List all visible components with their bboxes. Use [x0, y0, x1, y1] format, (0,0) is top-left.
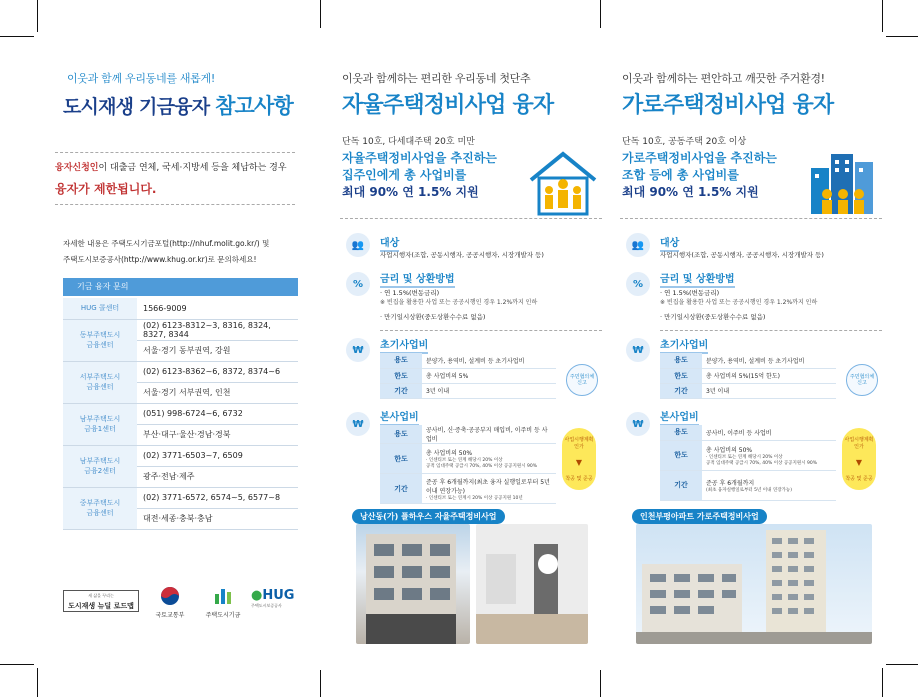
- table-row: [380, 474, 556, 504]
- center-label: 서부주택도시 금융센터: [63, 361, 137, 403]
- row-note: (최초 융자실행일로부터 5년 이내 연장가능): [706, 487, 792, 493]
- panel-reference: [55, 0, 295, 697]
- row-key: 기간: [380, 383, 422, 398]
- lead-line-3: 최대 90% 연 1.5% 지원: [342, 185, 479, 199]
- p1-title-b: 참고사항: [215, 94, 294, 118]
- main-badge-bottom: 착공 및 준공: [845, 476, 873, 482]
- center-area: 광주·전남·제주: [137, 466, 298, 487]
- section-rate: 금리 및 상환방법: [380, 270, 455, 288]
- table-row: [380, 383, 556, 398]
- row-key: 한도: [380, 368, 422, 383]
- table-row: [660, 470, 836, 500]
- row-note: · 인센티브 또는 연계 해당시 20% 이상: [426, 458, 503, 463]
- row-value: 분양가, 용역비, 설계비 등 초기사업비: [702, 353, 836, 368]
- section-target: 대상: [380, 234, 399, 252]
- row-key: 기간: [380, 474, 422, 504]
- rate-line-3: · 만기일시상환(중도상환수수료 없음): [660, 313, 766, 321]
- center-label: 남부주택도시 금융2센터: [63, 445, 137, 487]
- row-key: 용도: [660, 353, 702, 368]
- row-key: 한도: [660, 440, 702, 470]
- main-badge-bottom: 착공 및 준공: [565, 476, 593, 482]
- panel-street-housing: [620, 0, 882, 697]
- row-value: 3년 이내: [422, 383, 556, 398]
- molit-logo-text: 국토교통부: [155, 612, 185, 619]
- coin-icon-2: ₩: [626, 412, 650, 436]
- table-row: [63, 319, 298, 340]
- loan-contact-table: [63, 298, 298, 530]
- row-value: 분양가, 용역비, 설계비 등 초기사업비: [422, 353, 556, 368]
- p1-tagline: 이웃과 함께 우리동네를 새롭게!: [67, 72, 215, 85]
- house-illustration-icon: [525, 150, 601, 220]
- condition: 단독 10호, 공동주택 20호 이상: [622, 137, 747, 147]
- hug-logo-sub: 주택도시보증공사: [251, 603, 282, 608]
- lead-line-1: 가로주택정비사업을 추진하는: [622, 151, 777, 165]
- roadmap-logo-top: 새 삶을 꾸리는: [88, 593, 114, 598]
- table-row: [63, 487, 298, 508]
- table-row: [63, 403, 298, 424]
- interior-photo: [476, 524, 588, 644]
- row-value-text: 준공 후 6개월까지: [706, 479, 755, 487]
- table-row: [660, 353, 836, 368]
- tagline: 이웃과 함께하는 편안하고 깨끗한 주거환경!: [622, 72, 825, 85]
- row-value-text: 총 사업비의 50%: [706, 446, 753, 454]
- target-text: 사업시행자(조합, 공동시행자, 공공시행자, 시장개발자 등): [380, 251, 544, 259]
- rate-line-1: · 연 1.5%(변동금리): [660, 289, 720, 297]
- hug-logo: [251, 588, 295, 609]
- section-main: 본사업비: [380, 408, 419, 426]
- row-value-text: 총 사업비의 50%: [426, 450, 473, 457]
- percent-icon: %: [346, 272, 370, 296]
- people-icon: 👥: [626, 233, 650, 257]
- row-value-text: 공사비, 이주비 등 사업비: [706, 429, 772, 437]
- main-badge-top: 사업시행계획 인가: [844, 437, 874, 450]
- row-value-text: 공사비, 신·증축·공공부지 매입비, 이주비 등 사업비: [426, 427, 548, 443]
- row-value: [702, 425, 836, 440]
- table-row: [63, 298, 298, 319]
- table-row: [660, 440, 836, 470]
- section-main: 본사업비: [660, 408, 699, 426]
- arrow-down-icon: ▼: [575, 458, 583, 467]
- fund-logo: [200, 586, 246, 619]
- p1-contact-1: 자세한 내용은 주택도시기금포털(http://nhuf.molit.go.kr/) 및: [63, 239, 270, 248]
- section-target: 대상: [660, 234, 679, 252]
- row-value: [422, 474, 556, 504]
- center-label: 남부주택도시 금융1센터: [63, 403, 137, 445]
- table-row: [380, 444, 556, 474]
- roadmap-logo: [63, 590, 139, 612]
- panel-self-housing: [340, 0, 602, 697]
- row-note: 공적 임대주택 공급시 70%, 40% 이상 공공지원시 90%: [426, 464, 537, 469]
- main-badge: [842, 428, 876, 490]
- center-phone: (02) 6123-8312~3, 8316, 8324, 8327, 8344: [137, 319, 298, 340]
- lead-line-1: 자율주택정비사업을 추진하는: [342, 151, 497, 165]
- row-key: 용도: [380, 425, 422, 444]
- tagline: 이웃과 함께하는 편리한 우리동네 첫단추: [342, 72, 531, 85]
- center-label: 중부주택도시 금융센터: [63, 487, 137, 529]
- molit-emblem-icon: [160, 586, 180, 606]
- row-key: 한도: [660, 368, 702, 383]
- apartment-photo: [636, 524, 872, 644]
- coin-icon-2: ₩: [346, 412, 370, 436]
- p1-contact-2: 주택도시보증공사(http://www.khug.or.kr)로 문의하세요!: [63, 255, 257, 264]
- fund-building-icon: [213, 586, 233, 606]
- center-area: 부산·대구·울산·경남·경북: [137, 424, 298, 445]
- table-row: [380, 368, 556, 383]
- condition: 단독 10호, 다세대주택 20호 미만: [342, 137, 475, 147]
- rate-line-3: · 만기일시상환(중도상환수수료 없음): [380, 313, 486, 321]
- initial-badge: 주민협의체 신고: [846, 364, 878, 396]
- row-key: 한도: [380, 444, 422, 474]
- row-key: 기간: [660, 470, 702, 500]
- center-area: 서울·경기 동부권역, 강원: [137, 340, 298, 361]
- p1-notice-b: 이 대출금 연체, 국세·지방세 등을 체납하는 경우: [98, 163, 287, 173]
- row-value: [702, 470, 836, 500]
- photo-caption: 낭산동(가) 플하우스 자율주택정비사업: [352, 509, 505, 524]
- rate-text: [380, 288, 537, 322]
- row-value-text: 준공 후 6개월까지(최초 융자 실행일로부터 5년 이내 연장가능): [426, 478, 550, 495]
- lead-text: [622, 150, 777, 201]
- main-badge-top: 사업시행계획 인가: [564, 437, 594, 450]
- table-row: [380, 425, 556, 444]
- coin-icon: ₩: [626, 338, 650, 362]
- rate-line-1: · 연 1.5%(변동금리): [380, 289, 440, 297]
- lead-text: [342, 150, 497, 201]
- row-key: 기간: [660, 383, 702, 398]
- loan-table-header: 기금 융자 문의: [63, 278, 298, 296]
- center-phone: 1566-9009: [137, 298, 298, 319]
- panel-title: 자율주택정비사업 융자: [342, 93, 554, 118]
- interior-photo-drawing: [476, 524, 588, 644]
- p1-notice-a: 융자신청인: [55, 163, 99, 173]
- p1-title: [63, 90, 293, 120]
- initial-cost-table: [660, 353, 836, 399]
- lead-line-2: 조합 등에 총 사업비를: [622, 168, 739, 182]
- people-icon: 👥: [346, 233, 370, 257]
- fund-logo-text: 주택도시기금: [205, 612, 241, 619]
- row-value: 3년 이내: [702, 383, 836, 398]
- photo-caption: 인천부평아파트 가로주택정비사업: [632, 509, 767, 524]
- section-initial: 초기사업비: [660, 336, 708, 354]
- center-area: 대전·세종·충북·충남: [137, 508, 298, 529]
- apartment-photo-drawing: [636, 524, 872, 644]
- building-illustration-icon: [805, 150, 881, 220]
- p1-notice: [55, 160, 295, 173]
- panel-title: 가로주택정비사업 융자: [622, 93, 834, 118]
- center-area: 서울·경기 서부권역, 인천: [137, 382, 298, 403]
- row-value: 총 사업비의 5%(15억 한도): [702, 368, 836, 383]
- roadmap-logo-text: 도시재생 뉴딜 로드맵: [68, 602, 134, 610]
- row-note: 공적 임대주택 공급시 70%, 40% 이상 공공지원시 90%: [706, 460, 817, 466]
- building-photo: [356, 524, 470, 644]
- initial-cost-table: [380, 353, 556, 399]
- center-phone: (02) 3771-6503~7, 6509: [137, 445, 298, 466]
- lead-line-3: 최대 90% 연 1.5% 지원: [622, 185, 759, 199]
- row-key: 용도: [380, 353, 422, 368]
- center-phone: (02) 6123-8362~6, 8372, 8374~6: [137, 361, 298, 382]
- percent-icon: %: [626, 272, 650, 296]
- row-key: 용도: [660, 425, 702, 440]
- center-phone: (051) 998-6724~6, 6732: [137, 403, 298, 424]
- hug-logo-text: ●HUG: [251, 588, 295, 603]
- rate-text: [660, 288, 817, 322]
- p1-notice-2: 융자가 제한됩니다.: [55, 182, 157, 196]
- main-cost-table: [660, 425, 836, 501]
- row-note: · 인센티브 또는 연계 해당시 20% 이상: [706, 454, 783, 460]
- row-value: [702, 440, 836, 470]
- table-row: [660, 368, 836, 383]
- section-initial: 초기사업비: [380, 336, 428, 354]
- lead-line-2: 집주인에게 총 사업비를: [342, 168, 467, 182]
- coin-icon: ₩: [346, 338, 370, 362]
- rate-line-2: ※ 빈집을 활용한 사업 또는 공공시행인 경우 1.2%까지 인하: [660, 299, 818, 306]
- building-icon: [805, 150, 881, 216]
- building-photo-drawing: [356, 524, 470, 644]
- target-text: 사업시행자(조합, 공동시행자, 공공시행자, 시장개발자 등): [660, 251, 824, 259]
- row-value: 총 사업비의 5%: [422, 368, 556, 383]
- rate-line-2: ※ 빈집을 활용한 사업 또는 공공시행인 경우 1.2%까지 인하: [380, 299, 538, 306]
- section-rate: 금리 및 상환방법: [660, 270, 735, 288]
- row-value: [422, 444, 556, 474]
- hug-logo-word: HUG: [262, 588, 295, 603]
- house-icon: [525, 150, 601, 216]
- molit-logo: [150, 586, 190, 619]
- center-label: 동부주택도시 금융센터: [63, 319, 137, 361]
- initial-badge: 주민협의체 신고: [566, 364, 598, 396]
- main-cost-table: [380, 425, 556, 504]
- main-badge: [562, 428, 596, 490]
- arrow-down-icon: ▼: [855, 458, 863, 467]
- row-note: · 인센티브 또는 연계시 20% 이상 공공지원 10년: [426, 495, 523, 501]
- table-row: [660, 425, 836, 440]
- center-phone: (02) 3771-6572, 6574~5, 6577~8: [137, 487, 298, 508]
- table-row: [660, 383, 836, 398]
- table-row: [380, 353, 556, 368]
- row-value: [422, 425, 556, 444]
- table-row: [63, 445, 298, 466]
- p1-title-a: 도시재생 기금융자: [63, 96, 216, 118]
- center-label: HUG 콜센터: [63, 298, 137, 319]
- table-row: [63, 361, 298, 382]
